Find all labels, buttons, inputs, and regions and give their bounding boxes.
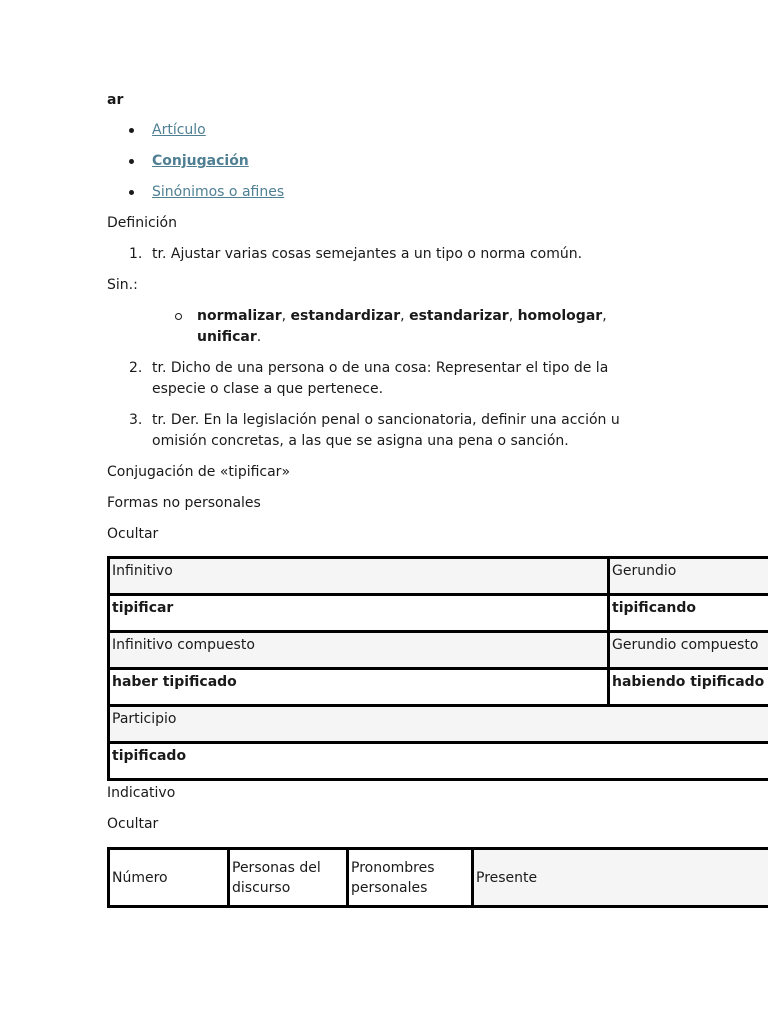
hide-toggle[interactable]: Ocultar — [107, 816, 159, 832]
personas-header: Personas del discurso — [229, 849, 348, 907]
infinitivo-value: tipificar — [109, 595, 609, 632]
table-row — [109, 669, 768, 706]
definition-heading: Definición — [107, 215, 177, 231]
table-row — [109, 743, 768, 780]
synonym[interactable]: normalizar — [197, 308, 282, 324]
tab-articulo-link[interactable]: Artículo — [152, 122, 206, 138]
table-row — [109, 595, 768, 632]
conjugation-title: Conjugación de «tipificar» — [107, 464, 291, 480]
non-personal-forms-table — [107, 556, 768, 781]
numero-header: Número — [109, 849, 229, 907]
hide-toggle[interactable]: Ocultar — [107, 526, 159, 542]
synonym[interactable]: homologar — [517, 308, 603, 324]
tab-sinonimos-link[interactable]: Sinónimos o afines — [152, 184, 285, 200]
synonym[interactable]: estandarizar — [409, 308, 509, 324]
gerundio-compuesto-label: Gerundio compuesto — [609, 632, 768, 669]
definition-text: tr. Ajustar varias cosas semejantes a un tipo o norma común. — [152, 246, 583, 262]
table-row — [109, 706, 768, 743]
gerundio-value: tipificando — [609, 595, 768, 632]
presente-header: Presente — [473, 849, 768, 907]
tab-sinonimos — [107, 182, 768, 213]
table-row — [109, 632, 768, 669]
definition-text: tr. Der. En la legislación penal o sancionatoria, definir una acción u omisión concretas, a las que se asigna una pena o sanción. — [152, 412, 620, 449]
synonym[interactable]: unificar — [197, 329, 257, 345]
infinitivo-compuesto-label: Infinitivo compuesto — [109, 632, 609, 669]
synonyms-list: normalizar, estandardizar, estandarizar, homologar, unificar. — [107, 306, 657, 348]
article-tabs — [107, 120, 768, 213]
tab-articulo — [107, 120, 768, 151]
infinitivo-compuesto-value: haber tipificado — [109, 669, 609, 706]
synonym[interactable]: estandardizar — [290, 308, 401, 324]
table-row — [109, 849, 768, 907]
synonyms-label: Sin.: — [107, 277, 138, 293]
circle-bullet-icon — [175, 313, 182, 320]
definition-number: 2. — [129, 360, 143, 376]
article-content — [107, 90, 768, 908]
gerundio-label: Gerundio — [609, 558, 768, 595]
definition-number: 3. — [129, 412, 143, 428]
headword: ar — [107, 92, 124, 108]
indicativo-heading: Indicativo — [107, 785, 176, 801]
tab-conjugacion — [107, 151, 768, 182]
pronombres-header: Pronombres personales — [348, 849, 473, 907]
definition-item — [107, 410, 657, 452]
definition-item — [107, 358, 657, 400]
infinitivo-label: Infinitivo — [109, 558, 609, 595]
participio-value: tipificado — [109, 743, 768, 780]
tab-conjugacion-link[interactable]: Conjugación — [152, 153, 249, 169]
table-row — [109, 558, 768, 595]
definition-item — [107, 244, 657, 265]
gerundio-compuesto-value: habiendo tipificado — [609, 669, 768, 706]
indicativo-table — [107, 847, 768, 908]
formas-no-personales-heading: Formas no personales — [107, 495, 261, 511]
definition-text: tr. Dicho de una persona o de una cosa: Representar el tipo de la especie o clase a que pertenece. — [152, 360, 609, 397]
definition-number: 1. — [129, 246, 143, 262]
participio-label: Participio — [109, 706, 768, 743]
